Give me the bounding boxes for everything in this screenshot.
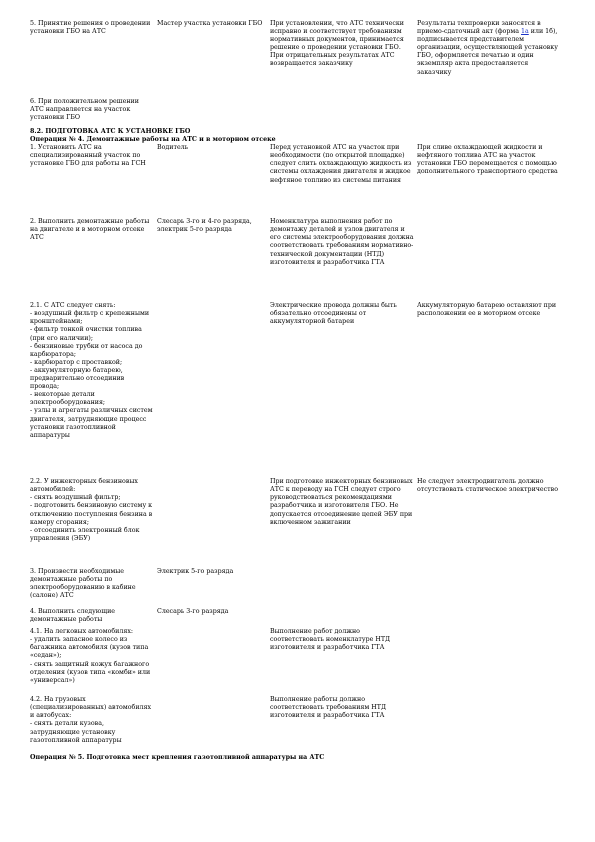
step-cell: 5. Принятие решения о проведении установки ГБО на АТС [30,20,151,36]
form-1a-link[interactable]: 1а [521,28,529,36]
table-row [30,98,560,128]
table-row [30,628,560,696]
table-row [30,696,560,754]
requirements-cell: Выполнение работ должно соответствовать номенклатуре НТД изготовителя и разработчика ГТА [270,628,391,652]
notes-cell: При сливе охлаждающей жидкости и нефтяного топлива АТС на участок установки ГБО перемещается с помощью дополнительного транспортного средства [417,144,558,176]
table-row [30,478,560,568]
notes-cell: Не следует электродвигатель должно отсутствовать статическое электричество [417,478,559,494]
table-row [30,568,560,608]
notes-cell [416,218,560,302]
notes-cell [416,568,560,608]
requirements-cell [270,98,416,128]
requirements-cell: Выполнение работы должно соответствовать требованиям НТД изготовителя и разработчика ГТА [270,696,387,720]
notes-cell: Аккумуляторную батарею оставляют при расположении ее в моторном отсеке [417,302,557,318]
operation-5-heading: Операция № 5. Подготовка мест крепления газотопливной аппаратуры на АТС [30,754,325,762]
table-row [30,608,560,628]
requirements-cell: Перед установкой АТС на участок при необходимости (по открытой площадке) следует слить охлаждающую жидкость из системы охлаждения двигателя и жидкое нефтяное топливо из системы питания [270,144,412,184]
step-cell: 6. При положительном решении АТС направляется на участок установки ГБО [30,98,139,122]
section-heading-row [30,128,560,136]
requirements-cell [270,568,416,608]
performer-cell [156,478,270,568]
notes-cell [416,628,560,696]
requirements-cell [270,608,416,628]
table-row [30,20,560,98]
notes-cell [416,608,560,628]
notes-cell [416,20,560,98]
section-heading: 8.2. ПОДГОТОВКА АТС К УСТАНОВКЕ ГБО [30,128,191,135]
procedure-table [30,20,560,762]
performer-cell: Слесарь 3-го разряда [157,608,229,616]
notes-text-before-link: Результаты техпроверки заносятся в приемо-сдаточный акт (форма [417,20,541,36]
step-cell: 4.2. На грузовых (специализированных) автомобилях и автобусах: - снять детали кузова, затрудняющие установку газотопливной аппаратуры [30,696,152,744]
requirements-cell: При подготовке инжекторных бензиновых АТС к переводу на ГСН следует строго руководствоваться рекомендациями разработчика и изготовителя ГБО. Не допускается отсоединение цепей ЭБУ при включенном зажигании [270,478,413,526]
performer-cell: Слесарь 3-го и 4-го разряда, электрик 5-го разряда [157,218,252,234]
notes-cell [416,696,560,754]
performer-cell [156,98,270,128]
operation-heading-row [30,754,560,762]
notes-cell [416,98,560,128]
table-row [30,144,560,218]
performer-cell: Водитель [157,144,189,152]
requirements-cell: Номенклатура выполнения работ по демонтажу деталей и узлов двигателя и его системы электрооборудования должна соответствовать требованиям нормативно-технической документации (НТД) изготовителя и разработчика ГТА [270,218,414,266]
notes-text-after-link: или 1б), подписывается представителем организации, осуществляющей установку ГБО, оформляется печатью и один экземпляр акта предоставляется заказчику [417,28,558,76]
performer-cell: Электрик 5-го разряда [157,568,234,576]
step-cell: 2. Выполнить демонтажные работы на двигателе и в моторном отсеке АТС [30,218,150,242]
table-row [30,302,560,478]
requirements-cell: Электрические провода должны быть обязательно отсоединены от аккумуляторной батареи [270,302,397,326]
step-cell: 2.1. С АТС следует снять: - воздушный фильтр с крепежными кронштейнами; - фильтр тонкой очистки топлива (при его наличии); - бензиновые трубки от насоса до карбюратора; - карбюратор с проставкой; - аккумуляторную батарею, предварительно отсоединив провода; - некоторые детали электрооборудования; - узлы и агрегаты различных систем двигателя, затрудняющие процесс установки газотопливной аппаратуры [30,302,153,439]
operation-heading-row [30,136,560,144]
operation-4-heading: Операция № 4. Демонтажные работы на АТС и в моторном отсеке [30,136,276,144]
step-cell: 3. Произвести необходимые демонтажные работы по электрооборудованию в кабине (салоне) АТС [30,568,136,600]
performer-cell [156,696,270,754]
performer-cell [156,302,270,478]
performer-cell: Мастер участка установки ГБО [157,20,263,27]
step-cell: 2.2. У инжекторных бензиновых автомобилей: - снять воздушный фильтр; - подготовить бензиновую систему к отключению поступления бензина в камеру сгорания; - отсоединить электронный блок управления (ЭБУ) [30,478,153,542]
performer-cell [156,628,270,696]
step-cell: 4. Выполнить следующие демонтажные работы [30,608,116,624]
table-row [30,218,560,302]
requirements-cell: При установлении, что АТС технически исправно и соответствует требованиям нормативных документов, принимается решение о проведении установки ГБО. При отрицательных результатах АТС возвращается заказчику [270,20,404,68]
step-cell: 1. Установить АТС на специализированный участок по установке ГБО для работы на ГСН [30,144,146,168]
step-cell: 4.1. На легковых автомобилях: - удалить запасное колесо из багажника автомобиля (кузов типа «седан»); - снять защитный кожух багажного отделения (кузов типа «комби» или «универсал») [30,628,151,684]
